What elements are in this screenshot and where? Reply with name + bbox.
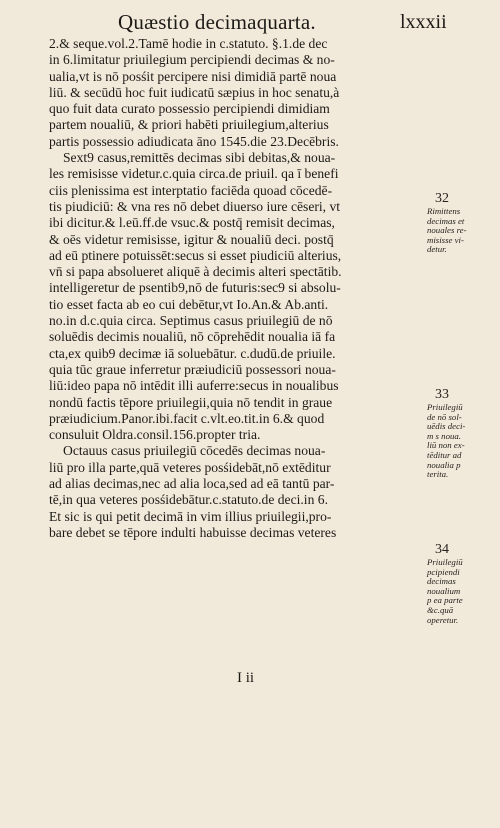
running-title: Quæstio decimaquarta.: [118, 10, 316, 34]
text-line: no.in d.c.quia circa. Septimus casus priuilegiū de nō: [49, 313, 333, 329]
marginal-note-line: Rimittens: [427, 206, 461, 216]
text-line: liū. & secūdū hoc fuit iudicatū sæpius in hoc senatu,à: [49, 84, 340, 100]
marginal-note-line: uēdis deci-: [427, 421, 466, 432]
marginal-note-line: de nō sol-: [427, 411, 462, 422]
text-line: liū pro illa parte,quā veteres posśidebāt,nō extēditur: [49, 459, 331, 475]
text-line: vn̄ si papa absolueret aliquē à decimis alteri spectātib.: [49, 264, 342, 280]
marginal-note-line: noualium: [427, 585, 461, 596]
text-line: tē,in qua veteres posśidebātur.c.statuto.de deci.in 6.: [49, 492, 328, 508]
running-header: [0, 10, 500, 36]
text-line: ad alias decimas,nec ad alia loca,sed ad eā tantū par-: [49, 476, 335, 492]
marginal-note-line: decimas et: [427, 215, 465, 226]
text-line: quia tūc graue inferretur præiudiciū possessori noua-: [49, 361, 336, 377]
text-line: ualia,vt is nō posśit percipere nisi dimidiā partē noua: [49, 68, 337, 84]
text-line: Et sic is qui petit decimā in vim illius priuilegii,pro-: [49, 508, 332, 524]
marginal-note-line: operetur.: [427, 614, 459, 625]
text-line: nondū factis tēpore priuilegii,quia nō tendit in graue: [49, 394, 333, 410]
text-line: bare debet se tēpore indulti habuisse decimas veteres: [49, 524, 337, 540]
text-line: tio esset facta ab eo cui debētur,vt Io.An.& Ab.anti.: [49, 296, 329, 312]
marginal-note-line: pcipiendi: [427, 566, 460, 577]
text-line: tis piudiciū: & vna res nō debet diuerso iure cēseri, vt: [49, 198, 341, 214]
marginal-note-line: nouales re-: [427, 225, 467, 236]
marginal-note-line: p ea parte: [427, 595, 463, 606]
text-line: liū:ideo papa nō intēdit illi auferre:secus in noualibus: [49, 378, 339, 394]
signature-mark: I ii: [237, 670, 255, 686]
marginal-note-33: [427, 388, 495, 480]
marginal-note-line: misisse vi-: [427, 234, 464, 245]
text-line: Octauus casus priuilegiū cōcedēs decimas noua-: [63, 443, 326, 459]
text-line: partis possessio adiudicata āno 1545.die 23.Decēbris.: [49, 133, 339, 149]
marginal-number: 33: [435, 387, 449, 402]
text-line: les remisisse videtur.c.quia circa.de priuil. qa ī benefi: [49, 166, 339, 182]
marginal-note-line: detur.: [427, 244, 447, 255]
text-line: & oēs videtur remisisse, igitur & noualiū deci. postq̄: [49, 231, 334, 247]
text-line: quo fuit data curato possessio percipiendi dimidiam: [49, 101, 330, 117]
folio-number: lxxxii: [400, 11, 447, 33]
text-line: ciis plenissima est interptatio faciēda quoad cōcedē-: [49, 182, 333, 198]
main-text-block: [49, 36, 429, 541]
marginal-note-line: tēditur ad: [427, 449, 462, 460]
marginal-note-line: liū non ex-: [427, 440, 465, 451]
marginal-note-line: decimas: [427, 576, 456, 587]
text-line: cta,ex quib9 decimæ iā soluebātur. c.dudū.de priuile.: [49, 345, 336, 361]
marginal-number: 34: [435, 542, 449, 557]
marginal-note-line: terita.: [427, 469, 449, 480]
marginal-note-line: m s noua.: [427, 430, 461, 441]
text-line: soluēdis decimis noualiū, nō cōprehēdit noualia iā fa: [49, 329, 336, 345]
text-line: partem noualiū, & priori habēti priuilegium,alterius: [49, 117, 329, 133]
marginal-note-line: noualia p: [427, 459, 461, 470]
marginal-note-line: Priuilegiū: [427, 402, 463, 412]
text-line: in 6.limitatur priuilegium percipiendi decimas & no-: [49, 52, 335, 68]
text-line: ad eū ptinere potuissēt:secus si esset piudiciū alterius,: [49, 247, 342, 263]
marginal-note-34: [427, 543, 495, 625]
text-line: intelligeretur de psentib9,nō de futuris:sec9 si absolu-: [49, 280, 341, 296]
marginal-number: 32: [435, 191, 449, 206]
text-line: 2.& seque.vol.2.Tamē hodie in c.statuto. §.1.de dec: [49, 36, 328, 51]
marginal-note-line: &c.quā: [427, 604, 454, 615]
text-line: Sext9 casus,remittēs decimas sibi debitas,& noua-: [63, 150, 336, 166]
marginal-note-32: [427, 192, 495, 255]
marginal-note-line: Priuilegiū: [427, 557, 463, 567]
text-line: consuluit Oldra.consil.156.propter tria.: [49, 427, 261, 443]
text-line: ibi dicitur.& l.eū.ff.de vsuc.& postq̄ remisit decimas,: [49, 215, 335, 231]
text-line: præiudicium.Panor.ibi.facit c.vlt.eo.tit.in 6.& quod: [49, 410, 325, 426]
